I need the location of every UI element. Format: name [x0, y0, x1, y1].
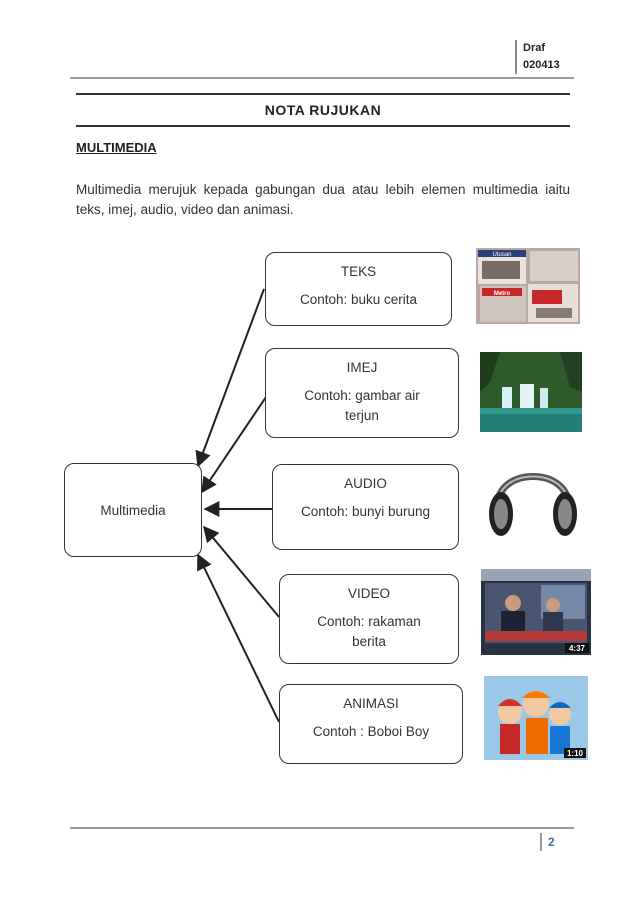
animation-image — [484, 676, 588, 760]
intro-paragraph: Multimedia merujuk kepada gabungan dua atau lebih elemen multimedia iaitu teks, imej, audio, video dan animasi. — [76, 182, 570, 217]
draft-label: Draf — [523, 42, 546, 54]
news-video-icon — [481, 569, 591, 655]
waterfall-icon — [480, 352, 582, 432]
arrow-video — [204, 527, 279, 617]
arrow-teks — [198, 289, 264, 466]
video-duration: 4:37 — [568, 644, 586, 653]
page-number: 2 — [540, 833, 555, 851]
node-audio-example: Contoh: bunyi burung — [300, 504, 431, 519]
waterfall-image — [480, 352, 582, 432]
newspaper-masthead-2: Metro — [493, 291, 511, 297]
node-video-title: VIDEO — [347, 586, 390, 601]
multimedia-node-label: Multimedia — [100, 502, 166, 518]
section-heading: MULTIMEDIA — [76, 140, 157, 155]
page-title: NOTA RUJUKAN — [264, 102, 382, 118]
node-video — [279, 574, 459, 664]
node-imej-title: IMEJ — [346, 360, 378, 375]
node-animasi-example: Contoh : Boboi Boy — [312, 724, 430, 739]
footer-rule — [70, 827, 574, 829]
draft-code: 020413 — [523, 59, 560, 71]
newspaper-icon — [476, 248, 580, 324]
node-teks-example: Contoh: buku cerita — [299, 292, 418, 307]
newspaper-image — [476, 248, 580, 324]
node-teks — [265, 252, 452, 326]
headphones-icon — [484, 456, 582, 542]
animation-icon — [484, 676, 588, 760]
news-video-image — [481, 569, 591, 655]
node-video-example: Contoh: rakaman berita — [317, 614, 421, 649]
node-imej-example: Contoh: gambar air terjun — [304, 388, 420, 423]
arrow-animasi — [198, 555, 279, 722]
animation-duration: 1:10 — [566, 749, 584, 758]
newspaper-masthead-1: Utusan — [492, 252, 512, 258]
node-animasi-title: ANIMASI — [343, 696, 399, 711]
arrow-imej — [202, 397, 266, 492]
node-animasi — [279, 684, 463, 764]
multimedia-node — [64, 463, 202, 557]
node-teks-title: TEKS — [340, 264, 377, 279]
node-audio — [272, 464, 459, 550]
headphones-image — [484, 456, 582, 542]
node-imej — [265, 348, 459, 438]
node-audio-title: AUDIO — [344, 476, 387, 491]
